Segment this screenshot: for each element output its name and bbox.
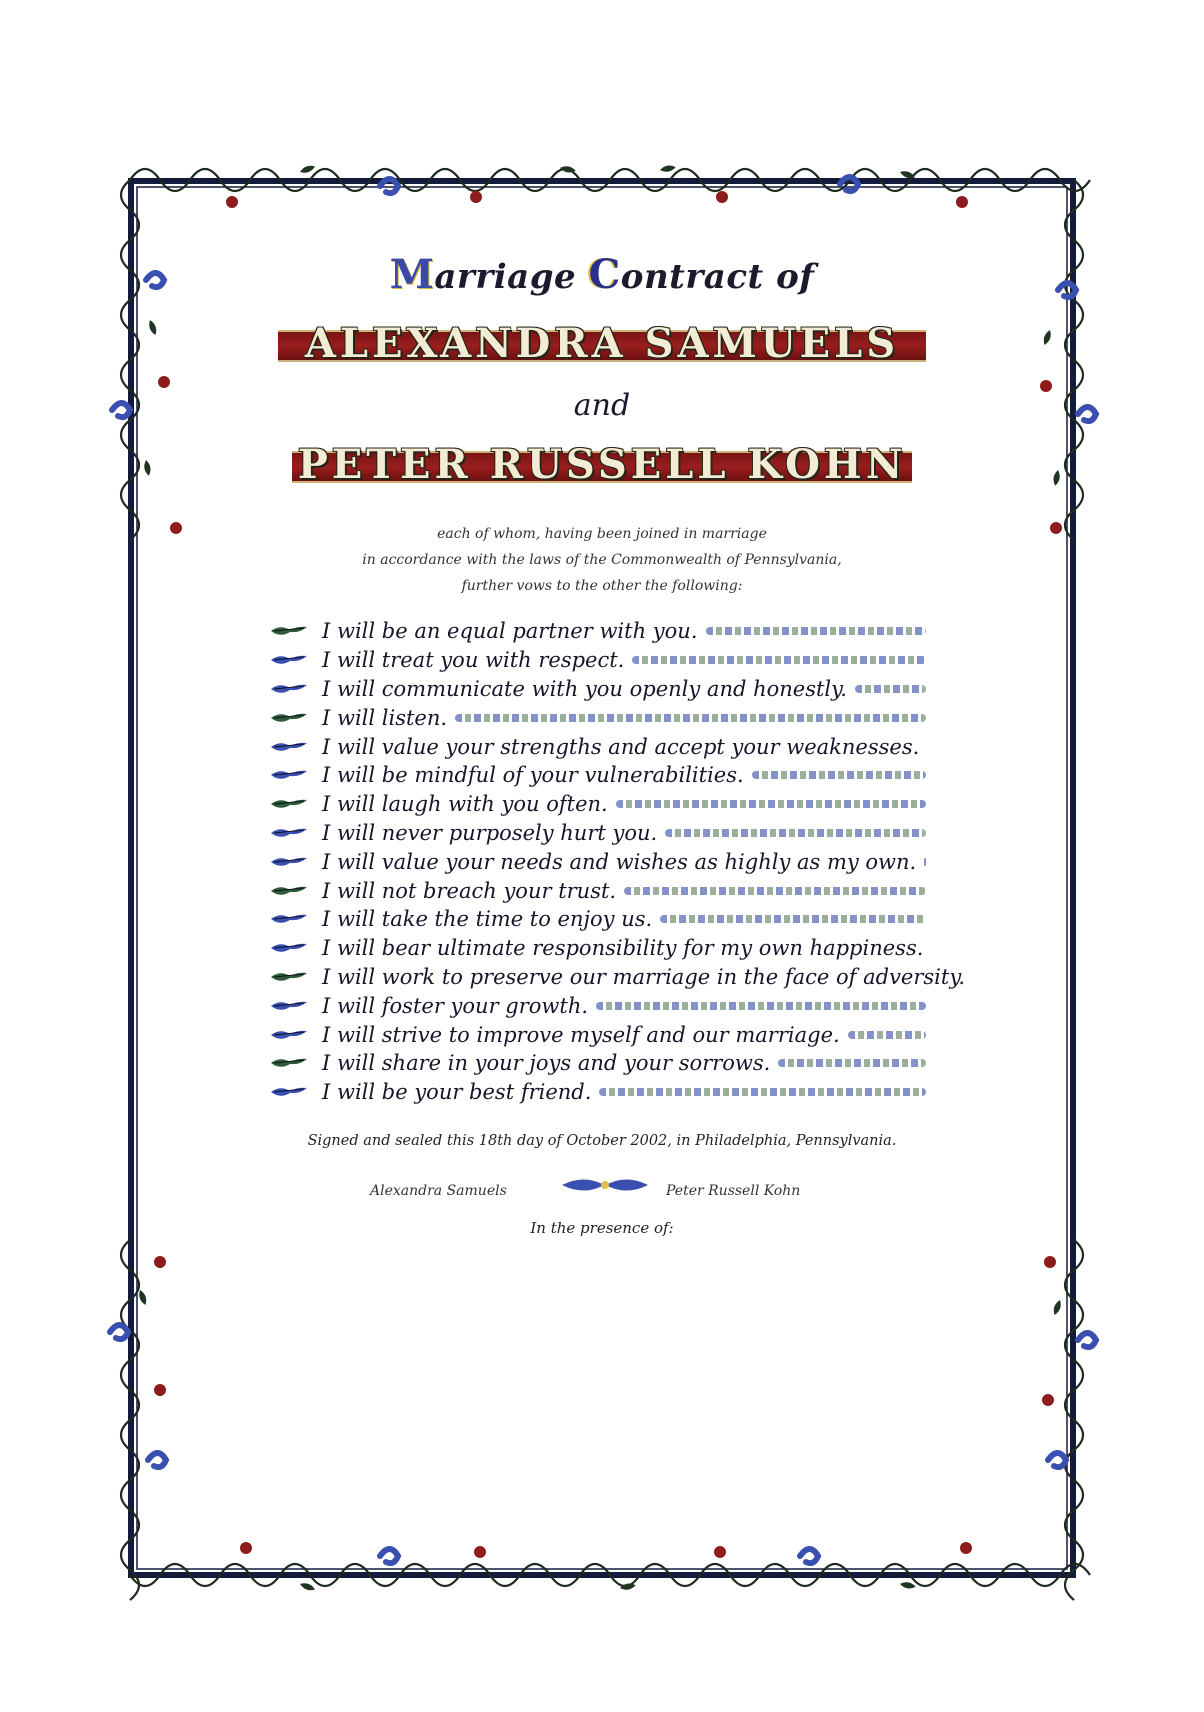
leaf-bullet-icon bbox=[270, 999, 308, 1013]
signature-row bbox=[140, 1173, 1064, 1213]
bloom-ornament bbox=[380, 179, 398, 193]
vow-text: I will value your needs and wishes as highly as my own. bbox=[322, 849, 917, 874]
connector-and: and bbox=[573, 388, 631, 423]
vow-item bbox=[270, 963, 966, 992]
vow-item bbox=[270, 675, 926, 704]
rose-ornament bbox=[956, 196, 968, 208]
leaf-ornament bbox=[137, 1289, 148, 1306]
bloom-ornament bbox=[1078, 1333, 1096, 1347]
vow-list bbox=[140, 617, 1064, 1107]
vow-item bbox=[270, 819, 926, 848]
signature-left: Alexandra Samuels bbox=[370, 1182, 507, 1199]
vow-text: I will treat you with respect. bbox=[322, 648, 625, 673]
vow-item bbox=[270, 703, 926, 732]
rose-ornament bbox=[474, 1546, 486, 1558]
line-filler-ornament bbox=[924, 858, 926, 866]
line-filler-ornament bbox=[632, 656, 926, 664]
preamble-line: further vows to the other the following: bbox=[461, 578, 743, 594]
line-filler-ornament bbox=[599, 1088, 926, 1096]
vow-item bbox=[270, 761, 926, 790]
party-one-name: ALEXANDRA SAMUELS bbox=[304, 319, 900, 367]
vow-item bbox=[270, 1049, 926, 1078]
signed-line: Signed and sealed this 18th day of October 2002, in Philadelphia, Pennsylvania. bbox=[307, 1132, 897, 1149]
vow-text: I will laugh with you often. bbox=[322, 792, 608, 817]
vow-item bbox=[270, 934, 926, 963]
leaf-bullet-icon bbox=[270, 1056, 308, 1070]
vow-item bbox=[270, 732, 926, 761]
vow-text: I will not breach your trust. bbox=[322, 878, 617, 903]
vow-item bbox=[270, 617, 926, 646]
vow-text: I will value your strengths and accept your weaknesses. bbox=[322, 734, 920, 759]
leaf-ornament bbox=[899, 1581, 916, 1590]
vow-text: I will never purposely hurt you. bbox=[322, 820, 658, 845]
contract-title bbox=[140, 250, 1064, 300]
leaf-ornament bbox=[659, 164, 676, 173]
line-filler-ornament bbox=[752, 771, 926, 779]
vow-item bbox=[270, 905, 926, 934]
bloom-ornament bbox=[112, 403, 130, 417]
leaf-bullet-icon bbox=[270, 624, 308, 638]
rose-ornament bbox=[714, 1546, 726, 1558]
party-two-banner bbox=[292, 433, 912, 495]
contract-body bbox=[140, 250, 1064, 1237]
line-filler-ornament bbox=[665, 829, 926, 837]
leaf-bullet-icon bbox=[270, 941, 308, 955]
line-filler-ornament bbox=[624, 887, 926, 895]
leaf-bullet-icon bbox=[270, 884, 308, 898]
line-filler-ornament bbox=[706, 627, 927, 635]
bloom-ornament bbox=[380, 1549, 398, 1563]
rose-ornament bbox=[1042, 1394, 1054, 1406]
vow-text: I will be an equal partner with you. bbox=[322, 619, 698, 644]
party-one-banner bbox=[278, 312, 926, 374]
line-filler-ornament bbox=[848, 1031, 926, 1039]
vow-text: I will bear ultimate responsibility for my own happiness. bbox=[322, 936, 924, 961]
leaf-bullet-icon bbox=[270, 970, 308, 984]
leaf-bullet-icon bbox=[270, 1028, 308, 1042]
rose-ornament bbox=[240, 1542, 252, 1554]
line-filler-ornament bbox=[616, 800, 926, 808]
bloom-ornament bbox=[800, 1549, 818, 1563]
rose-ornament bbox=[1044, 1256, 1056, 1268]
vow-item bbox=[270, 646, 926, 675]
leaf-ornament bbox=[299, 1581, 316, 1592]
leaf-ornament bbox=[299, 164, 316, 175]
title-initial-m: M bbox=[389, 251, 435, 298]
vow-text: I will foster your growth. bbox=[322, 993, 589, 1018]
line-filler-ornament bbox=[855, 685, 926, 693]
title-initial-c: C bbox=[588, 251, 621, 298]
preamble-line: in accordance with the laws of the Commonwealth of Pennsylvania, bbox=[362, 552, 842, 568]
preamble bbox=[140, 521, 1064, 599]
party-two-name: PETER RUSSELL KOHN bbox=[297, 440, 907, 488]
vow-item bbox=[270, 1020, 926, 1049]
leaf-ornament bbox=[1052, 1299, 1063, 1316]
vow-text: I will strive to improve myself and our marriage. bbox=[322, 1022, 840, 1047]
leaf-bullet-icon bbox=[270, 912, 308, 926]
vow-item bbox=[270, 991, 926, 1020]
rose-ornament bbox=[470, 191, 482, 203]
leaf-bullet-icon bbox=[270, 682, 308, 696]
vow-text: I will listen. bbox=[322, 705, 448, 730]
rose-ornament bbox=[226, 196, 238, 208]
rose-ornament bbox=[960, 1542, 972, 1554]
title-part-1: arriage bbox=[434, 257, 589, 297]
vow-item bbox=[270, 876, 926, 905]
line-filler-ornament bbox=[660, 915, 926, 923]
bloom-ornament bbox=[110, 1325, 128, 1339]
line-filler-ornament bbox=[596, 1002, 926, 1010]
vow-text: I will be your best friend. bbox=[322, 1080, 592, 1105]
leaf-bullet-icon bbox=[270, 768, 308, 782]
leaf-bullet-icon bbox=[270, 740, 308, 754]
vow-text: I will share in your joys and your sorrows. bbox=[322, 1051, 771, 1076]
leaf-bullet-icon bbox=[270, 711, 308, 725]
vow-item bbox=[270, 1078, 926, 1107]
vow-text: I will be mindful of your vulnerabilities. bbox=[322, 763, 744, 788]
vow-text: I will communicate with you openly and honestly. bbox=[322, 676, 847, 701]
vow-item bbox=[270, 847, 926, 876]
rose-ornament bbox=[154, 1384, 166, 1396]
title-part-2: ontract of bbox=[620, 257, 815, 297]
signature-right: Peter Russell Kohn bbox=[666, 1182, 801, 1199]
leaf-bullet-icon bbox=[270, 797, 308, 811]
leaf-bullet-icon bbox=[270, 855, 308, 869]
leaf-bullet-icon bbox=[270, 1085, 308, 1099]
bloom-ornament bbox=[1048, 1453, 1066, 1467]
line-filler-ornament bbox=[455, 714, 926, 722]
rose-ornament bbox=[716, 191, 728, 203]
vow-text: I will take the time to enjoy us. bbox=[322, 907, 653, 932]
vow-item bbox=[270, 790, 926, 819]
bloom-ornament bbox=[148, 1453, 166, 1467]
vow-text: I will work to preserve our marriage in the face of adversity. bbox=[322, 964, 966, 989]
line-filler-ornament bbox=[778, 1059, 926, 1067]
leaf-bullet-icon bbox=[270, 653, 308, 667]
bloom-ornament bbox=[1078, 407, 1096, 421]
rose-ornament bbox=[154, 1256, 166, 1268]
preamble-line: each of whom, having been joined in marriage bbox=[437, 526, 767, 542]
seal-icon bbox=[560, 1175, 650, 1195]
leaf-bullet-icon bbox=[270, 826, 308, 840]
witness-line: In the presence of: bbox=[530, 1218, 674, 1237]
